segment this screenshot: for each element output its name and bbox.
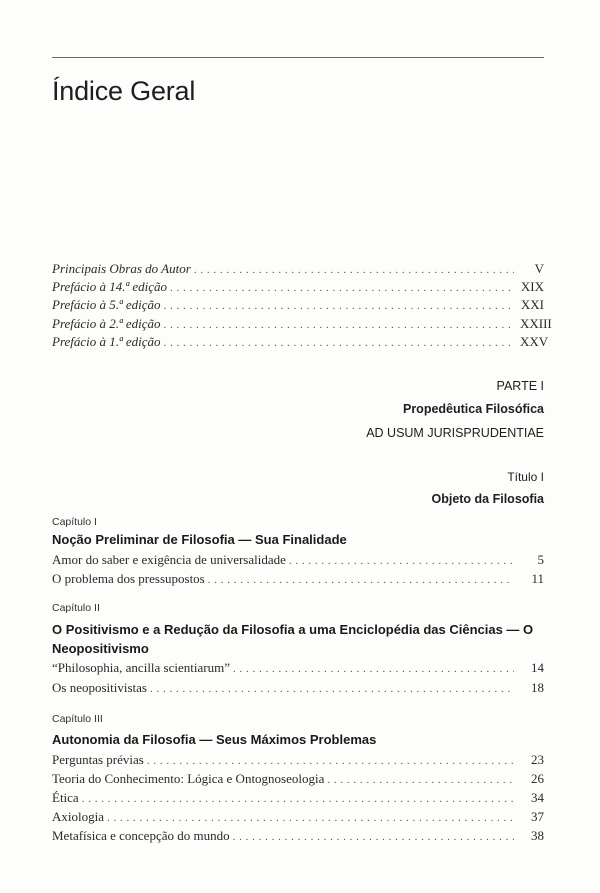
toc-entry-label: O problema dos pressupostos bbox=[52, 571, 205, 586]
toc-entry bbox=[52, 570, 544, 588]
toc-entry-prefacio-14 bbox=[52, 278, 544, 296]
dot-leader bbox=[107, 809, 514, 827]
toc-entry-page: 14 bbox=[531, 660, 544, 675]
part-title: Propedêutica Filosófica bbox=[402, 402, 544, 416]
toc-entry-page: 34 bbox=[531, 790, 544, 805]
dot-leader bbox=[150, 680, 514, 698]
dot-leader bbox=[82, 790, 514, 808]
toc-entry-page: 18 bbox=[531, 680, 544, 695]
toc-entry-page: 38 bbox=[531, 828, 544, 843]
toc-entry-label: Os neopositivistas bbox=[52, 680, 147, 695]
toc-entry-page: 11 bbox=[531, 571, 544, 586]
dot-leader bbox=[233, 660, 514, 678]
dot-leader bbox=[170, 279, 514, 297]
toc-entry-label: Principais Obras do Autor bbox=[52, 261, 191, 276]
dot-leader bbox=[164, 334, 514, 352]
dot-leader bbox=[164, 297, 514, 315]
top-rule bbox=[52, 57, 544, 58]
toc-entry-prefacio-5 bbox=[52, 296, 544, 314]
toc-entry-label: Ética bbox=[52, 790, 79, 805]
toc-entry-page: XXV bbox=[520, 334, 549, 349]
dot-leader bbox=[208, 571, 514, 589]
toc-entry-prefacio-2 bbox=[52, 315, 552, 333]
toc-entry-label: Amor do saber e exigência de universalidade bbox=[52, 552, 286, 567]
toc-entry bbox=[52, 770, 544, 788]
toc-entry bbox=[52, 808, 544, 826]
toc-entry bbox=[52, 551, 544, 569]
toc-entry-label: Prefácio à 1.ª edição bbox=[52, 334, 161, 349]
chapter-label: Capítulo I bbox=[52, 516, 97, 528]
toc-entry-page: 5 bbox=[537, 552, 544, 567]
toc-entry-label: Prefácio à 14.ª edição bbox=[52, 279, 168, 294]
toc-entry bbox=[52, 659, 544, 677]
toc-entry-principais-obras bbox=[52, 260, 544, 278]
toc-entry-page: 26 bbox=[531, 771, 544, 786]
toc-entry-label: Prefácio à 5.ª edição bbox=[52, 297, 161, 312]
dot-leader bbox=[147, 752, 514, 770]
dot-leader bbox=[164, 316, 514, 334]
toc-entry-label: Axiologia bbox=[52, 809, 104, 824]
toc-entry-page: XXI bbox=[520, 297, 544, 312]
dot-leader bbox=[194, 261, 514, 279]
titulo-label: Título I bbox=[507, 470, 544, 484]
toc-entry-label: Prefácio à 2.ª edição bbox=[52, 316, 161, 331]
toc-entry-page: XXIII bbox=[520, 316, 552, 331]
toc-entry-page: XIX bbox=[520, 279, 544, 294]
toc-entry-prefacio-1 bbox=[52, 333, 549, 351]
dot-leader bbox=[289, 552, 514, 570]
toc-entry-label: “Philosophia, ancilla scientiarum” bbox=[52, 660, 230, 675]
toc-entry-label: Metafísica e concepção do mundo bbox=[52, 828, 230, 843]
toc-entry-page: 23 bbox=[531, 752, 544, 767]
chapter-title: O Positivismo e a Redução da Filosofia a uma Enciclopédia das Ciências — O Neopositivismo bbox=[52, 622, 534, 656]
toc-entry bbox=[52, 789, 544, 807]
dot-leader bbox=[233, 828, 514, 846]
part-subtitle: AD USUM JURISPRUDENTIAE bbox=[366, 426, 544, 440]
toc-entry-label: Perguntas prévias bbox=[52, 752, 144, 767]
chapter-title: Autonomia da Filosofia — Seus Máximos Problemas bbox=[52, 732, 377, 747]
toc-entry bbox=[52, 679, 544, 697]
toc-entry bbox=[52, 827, 544, 845]
part-label: PARTE I bbox=[496, 379, 544, 393]
chapter-title: Noção Preliminar de Filosofia — Sua Finalidade bbox=[52, 532, 347, 547]
toc-entry-label: Teoria do Conhecimento: Lógica e Ontognoseologia bbox=[52, 771, 325, 786]
toc-entry-page: 37 bbox=[531, 809, 544, 824]
toc-entry-page: V bbox=[534, 261, 544, 276]
toc-entry bbox=[52, 751, 544, 769]
chapter-label: Capítulo III bbox=[52, 713, 103, 725]
dot-leader bbox=[327, 771, 514, 789]
chapter-label: Capítulo II bbox=[52, 602, 100, 614]
page-title: Índice Geral bbox=[52, 76, 196, 106]
titulo-title: Objeto da Filosofia bbox=[431, 492, 544, 506]
